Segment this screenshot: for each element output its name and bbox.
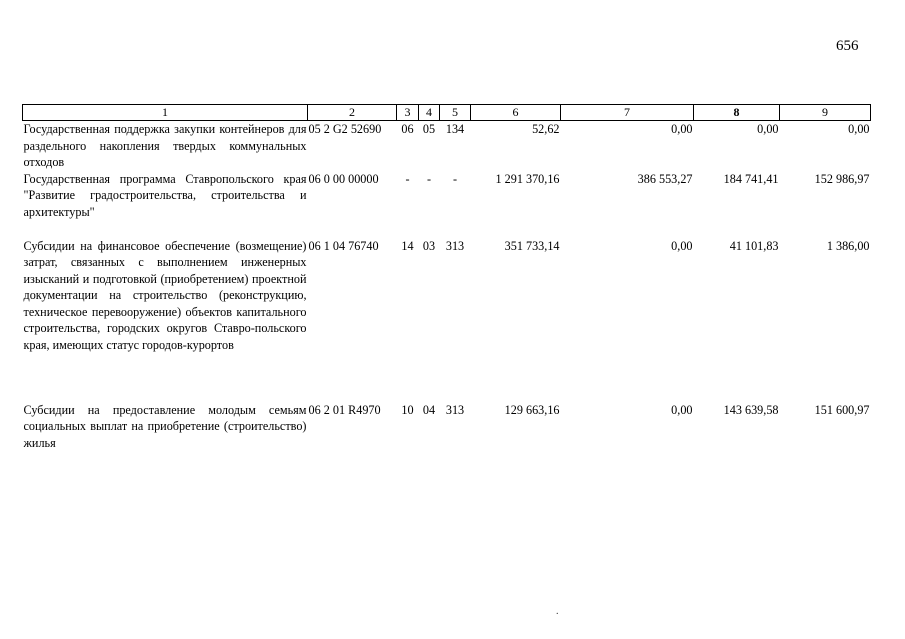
row-value-7: 0,00 bbox=[671, 402, 693, 417]
row-code: 05 2 G2 52690 bbox=[308, 122, 382, 136]
page-number: 656 bbox=[836, 38, 859, 54]
row-value-9: 151 600,97 bbox=[814, 402, 870, 417]
row-col3: 14 bbox=[401, 238, 414, 253]
row-value-7: 0,00 bbox=[671, 122, 693, 136]
table-row bbox=[23, 121, 871, 171]
row-name: Государственная поддержка закупки контейнеров для раздельного накопления твердых коммунальных отходов bbox=[23, 122, 307, 169]
row-col3: - bbox=[405, 171, 410, 186]
row-value-6: 52,62 bbox=[532, 122, 560, 136]
row-value-7: 386 553,27 bbox=[637, 171, 693, 186]
row-value-6: 129 663,16 bbox=[504, 402, 560, 417]
row-value-6: 351 733,14 bbox=[504, 238, 560, 253]
column-header-7: 7 bbox=[561, 105, 694, 121]
row-col4: 04 bbox=[422, 402, 436, 417]
table-row bbox=[23, 402, 871, 452]
row-name: Субсидии на финансовое обеспечение (возмещение) затрат, связанных с выполнением инженерных изысканий и подготовкой (приобретением) проектной документации на строительство (реконструкцию, техническое перевооружение) объектов капитального строительства, городских округов Ставро-польского края, имеющих статус городов-курортов bbox=[23, 238, 307, 352]
stray-mark: . bbox=[556, 606, 559, 617]
column-header-4: 4 bbox=[419, 105, 440, 121]
row-col4: 05 bbox=[422, 122, 436, 136]
budget-table bbox=[22, 104, 871, 452]
row-col3: 06 bbox=[401, 122, 414, 136]
row-value-8: 184 741,41 bbox=[723, 171, 779, 186]
row-code: 06 2 01 R4970 bbox=[308, 402, 381, 417]
row-value-8: 143 639,58 bbox=[723, 402, 779, 417]
row-col5: 313 bbox=[445, 402, 465, 417]
row-code: 06 0 00 00000 bbox=[308, 171, 379, 186]
row-value-8: 0,00 bbox=[757, 122, 779, 136]
row-code: 06 1 04 76740 bbox=[308, 238, 379, 253]
row-name: Государственная программа Ставропольского края "Развитие градостроительства, строительства и архитектуры" bbox=[23, 171, 307, 219]
row-value-6: 1 291 370,16 bbox=[495, 171, 560, 186]
row-col5: 134 bbox=[445, 122, 465, 136]
row-col5: - bbox=[452, 171, 458, 186]
row-col4: 03 bbox=[422, 238, 436, 253]
table-row bbox=[23, 238, 871, 402]
header-row bbox=[23, 105, 871, 121]
column-header-5: 5 bbox=[440, 105, 471, 121]
row-col3: 10 bbox=[401, 402, 414, 417]
column-header-6: 6 bbox=[471, 105, 561, 121]
column-header-8: 8 bbox=[694, 105, 780, 121]
row-value-9: 152 986,97 bbox=[814, 171, 870, 186]
row-value-8: 41 101,83 bbox=[729, 238, 779, 253]
row-col5: 313 bbox=[445, 238, 465, 253]
row-value-7: 0,00 bbox=[671, 238, 693, 253]
column-header-2: 2 bbox=[308, 105, 397, 121]
row-value-9: 1 386,00 bbox=[826, 238, 870, 253]
row-col4: - bbox=[426, 171, 432, 186]
table-row bbox=[23, 171, 871, 238]
row-value-9: 0,00 bbox=[848, 122, 870, 136]
column-header-1: 1 bbox=[23, 105, 308, 121]
row-name: Субсидии на предоставление молодым семьям социальных выплат на приобретение (строительство) жилья bbox=[23, 402, 307, 450]
column-header-3: 3 bbox=[397, 105, 419, 121]
column-header-9: 9 bbox=[780, 105, 871, 121]
